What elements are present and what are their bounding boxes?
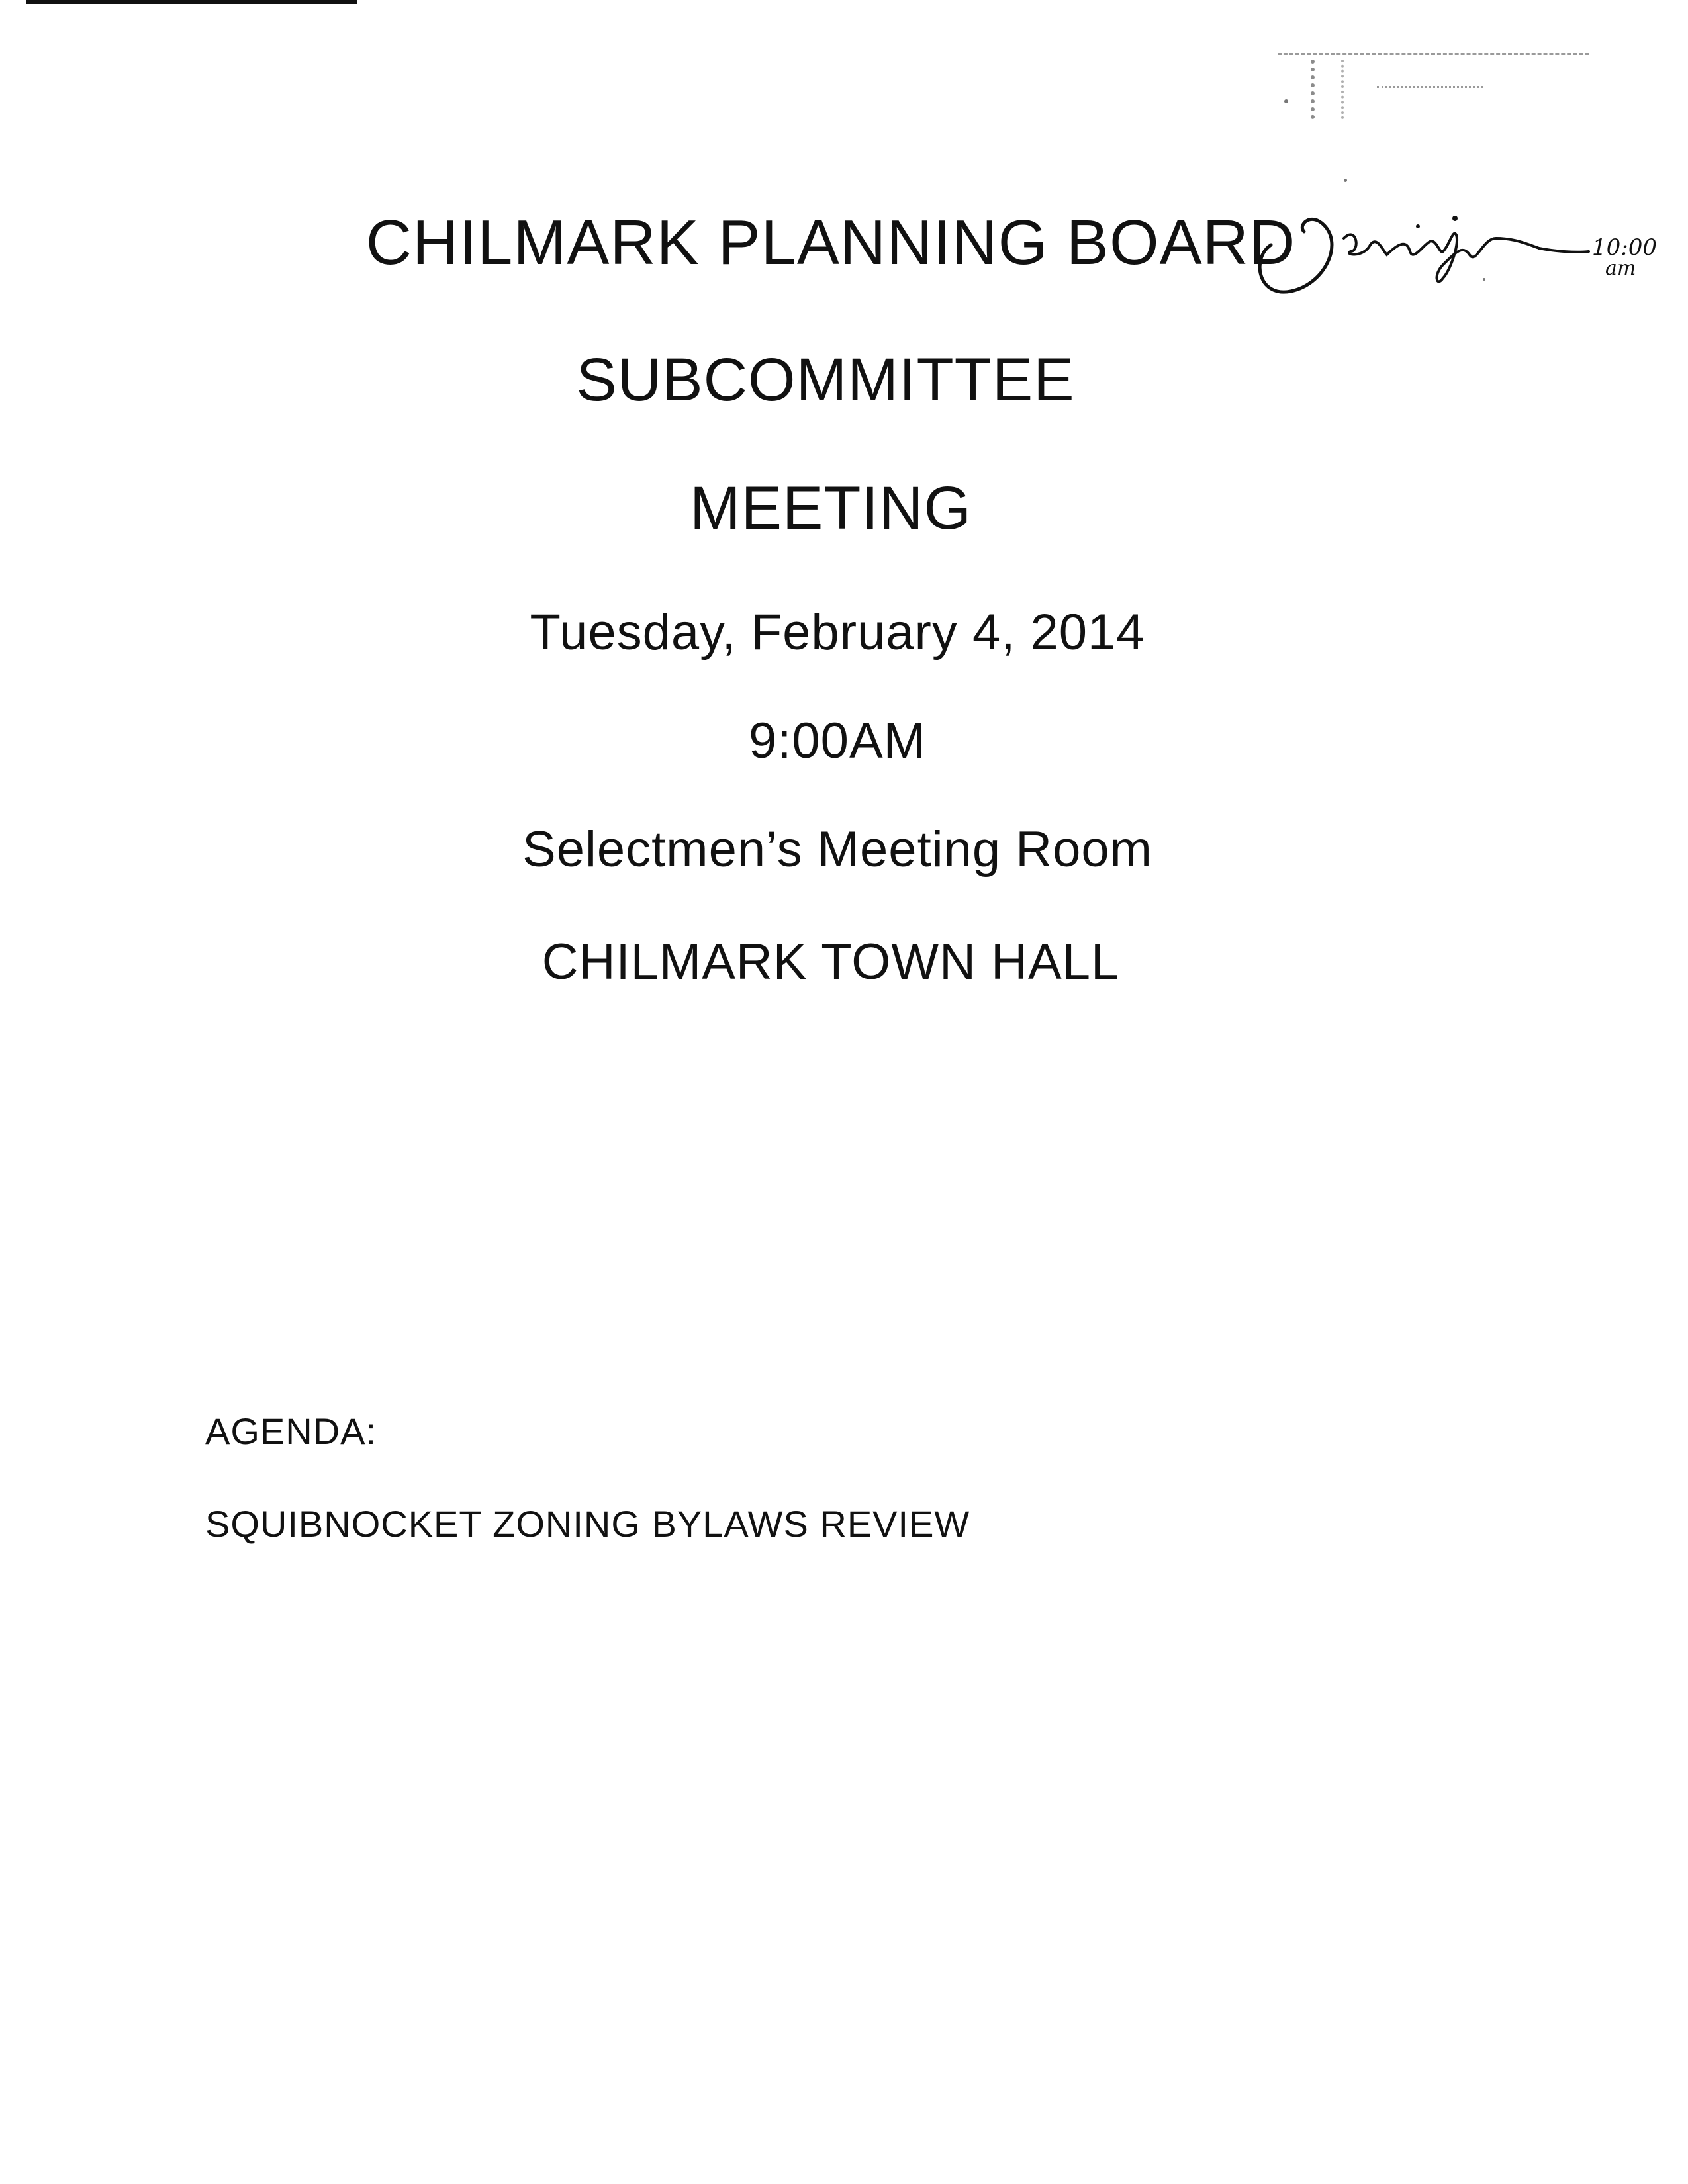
scan-speck (1344, 179, 1347, 182)
meeting-room: Selectmen’s Meeting Room (522, 821, 1152, 878)
top-rule-line (26, 0, 357, 4)
agenda-label: AGENDA: (205, 1410, 377, 1452)
scan-speck (1483, 278, 1485, 281)
agenda-item: SQUIBNOCKET ZONING BYLAWS REVIEW (205, 1503, 970, 1545)
meeting-time: 9:00AM (749, 713, 926, 769)
received-stamp-mark (1264, 46, 1595, 126)
scan-speck (1284, 99, 1288, 103)
svg-text:am: am (1605, 257, 1636, 280)
meeting-building: CHILMARK TOWN HALL (541, 934, 1120, 990)
handwritten-signature (1244, 199, 1681, 331)
title-subcommittee: SUBCOMMITTEE (576, 346, 1075, 414)
meeting-date: Tuesday, February 4, 2014 (530, 604, 1145, 660)
title-meeting: MEETING (689, 475, 972, 542)
title-board-name: CHILMARK PLANNING BOARD (365, 207, 1296, 278)
handwritten-time-note: 10:00 (1592, 234, 1657, 261)
